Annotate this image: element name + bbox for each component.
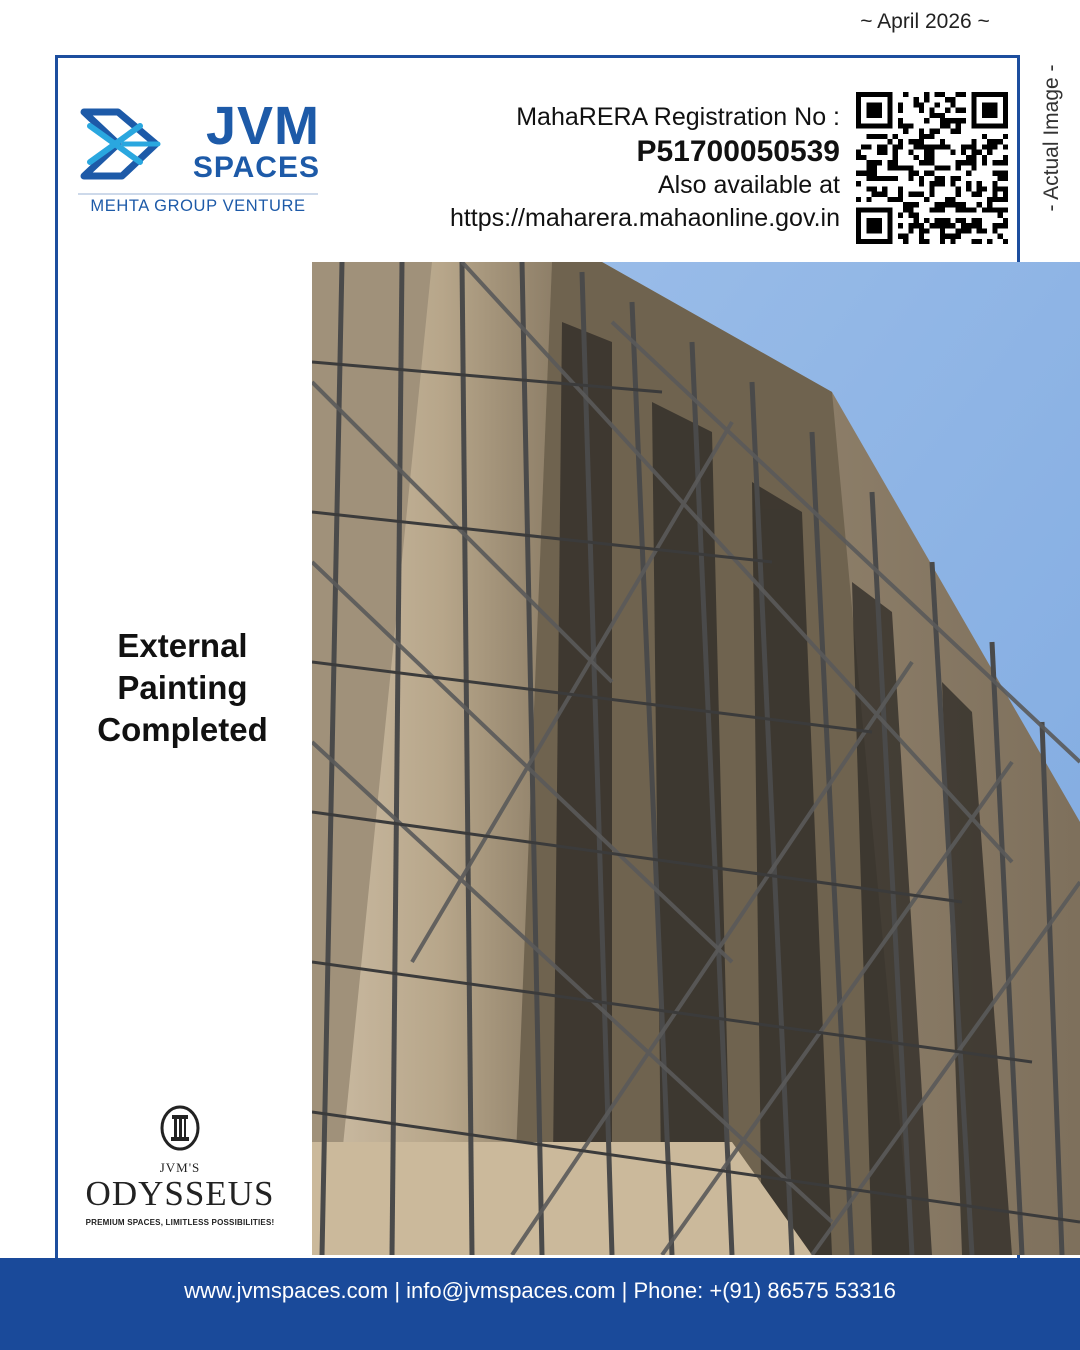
logo-subtitle: SPACES (192, 151, 320, 184)
actual-image-label: - Actual Image - (1040, 64, 1063, 212)
jvm-star-logo-icon (78, 104, 164, 184)
rera-url[interactable]: https://maharera.mahaonline.gov.in (449, 204, 840, 232)
status-caption (60, 625, 305, 751)
project-tagline: PREMIUM SPACES, LIMITLESS POSSIBILITIES! (85, 1218, 275, 1227)
building-photo (312, 262, 1080, 1255)
rera-label: MahaRERA Registration No : (516, 103, 840, 131)
caption-line-1: External (117, 627, 248, 664)
logo-tagline: MEHTA GROUP VENTURE (90, 197, 306, 215)
date-label: ~ April 2026 ~ (860, 10, 990, 33)
brand-logo (78, 96, 323, 220)
rera-info (450, 100, 840, 236)
rera-number: P51700050539 (636, 135, 840, 168)
logo-divider (78, 193, 318, 195)
caption-line-2: Painting (117, 669, 248, 706)
caption-line-3: Completed (97, 711, 268, 748)
rera-also-available: Also available at (657, 171, 840, 199)
project-logo (80, 1100, 280, 1230)
odysseus-emblem-icon (158, 1103, 202, 1153)
logo-title: JVM (205, 96, 320, 156)
contact-footer[interactable]: www.jvmspaces.com | info@jvmspaces.com | Phone: +(91) 86575 53316 (0, 1258, 1080, 1350)
project-prefix: JVM'S (159, 1160, 201, 1175)
project-name: ODYSSEUS (85, 1174, 275, 1213)
qr-code-icon[interactable] (856, 92, 1008, 244)
